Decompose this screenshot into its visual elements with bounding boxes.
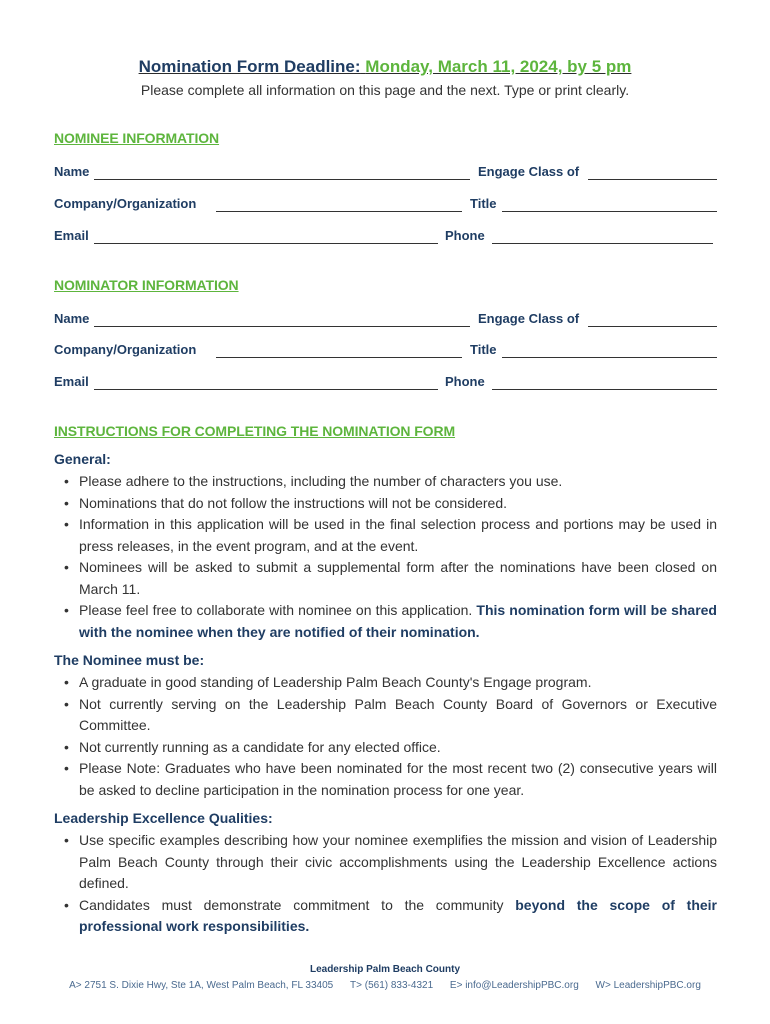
nominator-company-field[interactable]: [216, 357, 462, 358]
list-item: • A graduate in good standing of Leadership Palm Beach County's Engage program.: [64, 674, 592, 690]
title-prefix: Nomination Form Deadline:: [138, 57, 361, 76]
nominator-email-row: [54, 374, 717, 392]
nominator-email-label: Email: [54, 374, 89, 389]
qualities-list: [54, 830, 717, 938]
nominator-section-heading: NOMINATOR INFORMATION: [54, 277, 239, 293]
nominator-company-label: Company/Organization: [54, 342, 197, 357]
list-item: • Nominees will be asked to submit a supplemental form after the nominations have been closed on March 11.: [64, 559, 717, 597]
nominee-engage-class-field[interactable]: [588, 179, 717, 180]
footer-contact: [0, 980, 770, 991]
list-item: • Please Note: Graduates who have been nominated for the most recent two (2) consecutive years will be asked to decline participation in the nomination process for one year.: [64, 760, 717, 798]
nominator-phone-field[interactable]: [492, 389, 717, 390]
nominator-name-label: Name: [54, 311, 90, 326]
nominator-name-row: [54, 311, 717, 329]
nominee-email-field[interactable]: [94, 243, 438, 244]
nominee-email-label: Email: [54, 228, 89, 243]
list-item: • Not currently serving on the Leadership Palm Beach County Board of Governors or Executive Committee.: [64, 695, 717, 733]
nominator-email-field[interactable]: [94, 389, 438, 390]
list-item: • Nominations that do not follow the instructions will not be considered.: [64, 494, 508, 511]
footer-phone: T> (561) 833-4321: [350, 980, 434, 991]
nominee-title-label: Title: [470, 196, 497, 211]
list-item: • Please feel free to collaborate with nominee on this application. This nomination form will be shared with the nominee when they are notified of their nomination.: [64, 602, 717, 640]
footer-org-name: Leadership Palm Beach County: [309, 964, 461, 975]
page-title: [0, 57, 770, 77]
general-list: [54, 471, 717, 643]
nominee-phone-label: Phone: [445, 228, 485, 243]
nominee-section-heading: NOMINEE INFORMATION: [54, 130, 220, 146]
nominee-company-label: Company/Organization: [54, 196, 197, 211]
title-deadline-date: Monday, March 11, 2024, by 5 pm: [365, 57, 632, 76]
nominator-company-row: [54, 342, 717, 360]
list-item: • Information in this application will be used in the final selection process and portions may be used in press releases, in the event program, and at the event.: [64, 516, 717, 554]
nominator-engage-class-label: Engage Class of: [478, 311, 580, 326]
nominee-must-heading: The Nominee must be:: [54, 652, 205, 668]
qualities-heading: Leadership Excellence Qualities:: [54, 810, 273, 826]
nominee-phone-field[interactable]: [492, 243, 713, 244]
general-heading: General:: [54, 451, 111, 467]
nominator-title-field[interactable]: [502, 357, 717, 358]
nominator-name-field[interactable]: [94, 326, 470, 327]
nominator-title-label: Title: [470, 342, 497, 357]
nominee-name-label: Name: [54, 164, 90, 179]
nominee-name-row: [54, 164, 717, 182]
nominee-email-row: [54, 228, 717, 246]
footer-address: A> 2751 S. Dixie Hwy, Ste 1A, West Palm Beach, FL 33405: [69, 980, 334, 991]
list-item: • Use specific examples describing how your nominee exemplifies the mission and vision of Leadership Palm Beach County through their civic accomplishments using the Leadership Excellence actions defined.: [64, 832, 717, 891]
nominator-engage-class-field[interactable]: [588, 326, 717, 327]
nominee-title-field[interactable]: [502, 211, 717, 212]
nominator-phone-label: Phone: [445, 374, 485, 389]
nominee-engage-class-label: Engage Class of: [478, 164, 580, 179]
list-item: • Please adhere to the instructions, including the number of characters you use.: [64, 473, 563, 489]
footer-website-link[interactable]: W> LeadershipPBC.org: [595, 980, 701, 991]
footer-email-link[interactable]: E> info@LeadershipPBC.org: [449, 980, 579, 991]
instructions-section-heading: INSTRUCTIONS FOR COMPLETING THE NOMINATION FORM: [54, 423, 456, 439]
nominee-must-list: [54, 672, 717, 801]
nominee-company-row: [54, 196, 717, 214]
page-subtitle: Please complete all information on this page and the next. Type or print clearly.: [140, 82, 630, 98]
list-item: • Candidates must demonstrate commitment to the community beyond the scope of their professional work responsibilities.: [64, 896, 717, 934]
list-item: • Not currently running as a candidate for any elected office.: [64, 738, 441, 755]
nominee-company-field[interactable]: [216, 211, 462, 212]
nominee-name-field[interactable]: [94, 179, 470, 180]
